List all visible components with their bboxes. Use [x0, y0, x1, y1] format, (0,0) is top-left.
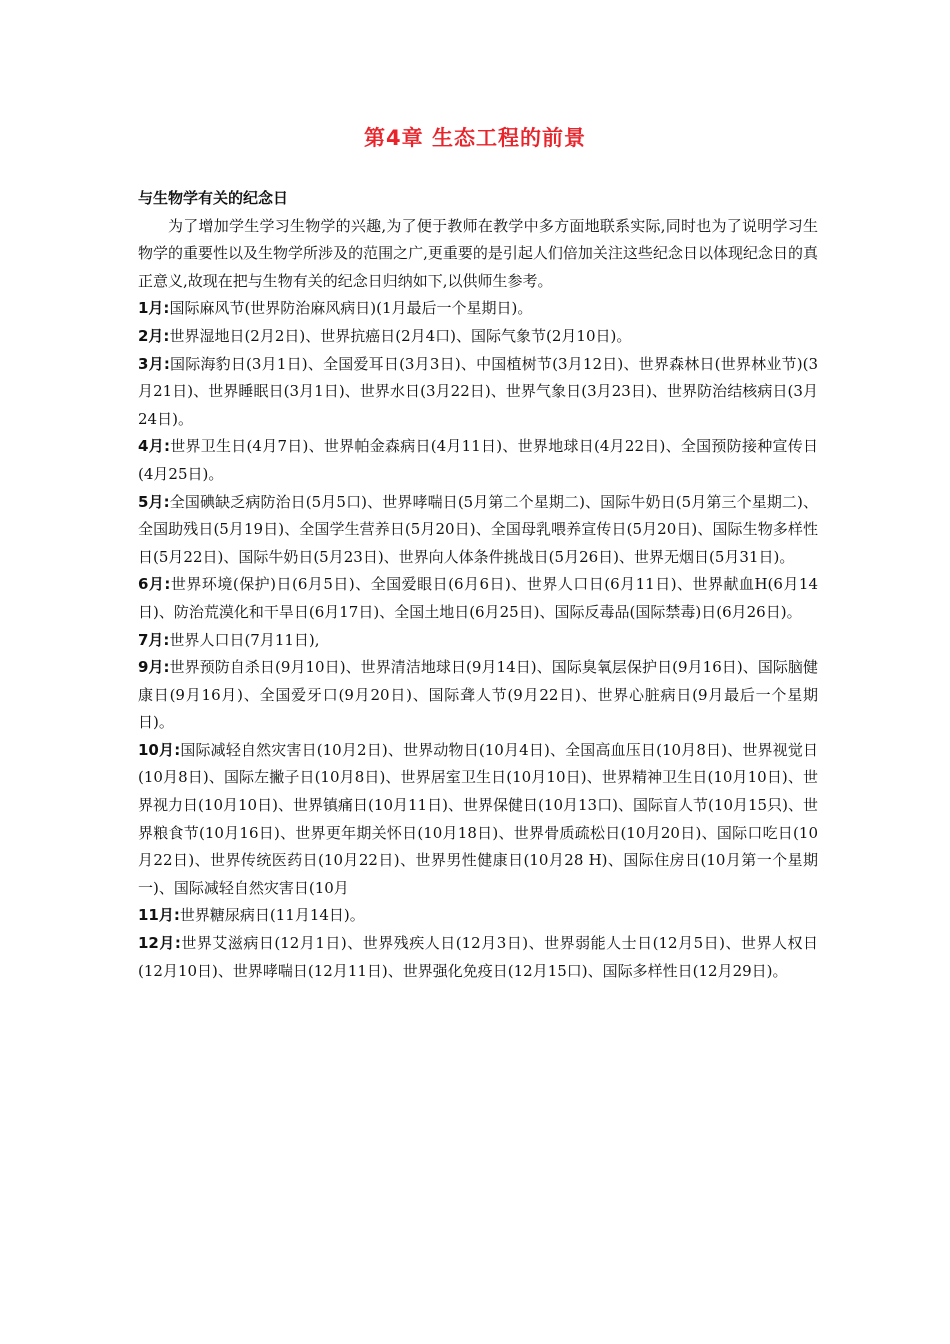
month-entry-march [138, 351, 818, 434]
month-entry-december [138, 930, 818, 985]
month-label: 2月: [138, 326, 170, 345]
month-entry-june [138, 571, 818, 626]
month-text: 国际减轻自然灾害日(10月2日)、世界动物日(10月4日)、全国高血压日(10月8日)、世界视觉日(10月8日)、国际左撇子日(10月8日)、世界居室卫生日(10月10日)、世界精神卫生日(10月10日)、世界视力日(10月10日)、世界镇痛日(10月11日)、世界保健日(10月13口)、国际盲人节(10月15只)、世界粮食节(10月16日)、世界更年期关怀日(10月18日)、世界骨质疏松日(10月20日)、国际口吃日(10月22日)、世界传统医药日(10月22日)、世界男性健康日(10月28 H)、国际住房日(10月第一个星期一)、国际减轻自然灾害日(10月 [138, 740, 819, 897]
month-entry-october [138, 737, 818, 903]
intro-paragraph: 为了增加学生学习生物学的兴趣,为了便于教师在教学中多方面地联系实际,同时也为了说明学习生物学的重要性以及生物学所涉及的范围之广,更重要的是引起人们倍加关注这些纪念日以体现纪念日的真正意义,故现在把与生物有关的纪念日归纳如下,以供师生参考。 [138, 216, 818, 290]
month-text: 国际海豹日(3月1日)、全国爱耳日(3月3日)、中国植树节(3月12日)、世界森林日(世界林业节)(3月21日)、世界睡眠日(3月1日)、世界水日(3月22日)、世界气象日(3月23日)、世界防治结核病日(3月24日)。 [138, 354, 818, 428]
month-entry-may [138, 489, 818, 572]
month-entry-september [138, 654, 818, 737]
month-label: 1月: [138, 299, 170, 318]
month-label: 6月: [138, 575, 171, 594]
month-entry-april [138, 433, 818, 488]
month-label: 4月: [138, 437, 170, 456]
month-text: 世界湿地日(2月2日)、世界抗癌日(2月4口)、国际气象节(2月10日)。 [169, 326, 632, 345]
month-label: 9月: [138, 658, 170, 677]
month-text: 世界环境(保护)日(6月5日)、全国爱眼日(6月6日)、世界人口日(6月11日)、世界献血H(6月14日)、防治荒漠化和干旱日(6月17日)、全国土地日(6月25日)、国际反毒品(国际禁毒)日(6月26日)。 [138, 575, 819, 621]
month-text: 世界糖尿病日(11月14日)。 [179, 906, 365, 925]
month-text: 世界人口日(7月11日), [169, 630, 320, 649]
month-text: 世界卫生日(4月7日)、世界帕金森病日(4月11日)、世界地球日(4月22日)、全国预防接种宣传日(4月25日)。 [138, 437, 819, 483]
month-text: 世界预防自杀日(9月10日)、世界清洁地球日(9月14日)、国际臭氧层保护日(9月16日)、国际脑健康日(9月16月)、全国爱牙口(9月20日)、国际聋人节(9月22日)、世界心脏病日(9月最后一个星期日)。 [138, 658, 818, 732]
month-text: 世界艾滋病日(12月1日)、世界残疾人日(12月3日)、世界弱能人士日(12月5日)、世界人权日(12月10日)、世界哮喘日(12月11日)、世界强化免疫日(12月15口)、国际多样性日(12月29日)。 [138, 934, 819, 980]
section-title: 与生物学有关的纪念日 [138, 189, 289, 207]
chapter-title: 第4章 生态工程的前景 [364, 126, 586, 150]
month-label: 7月: [138, 630, 170, 649]
month-label: 12月: [138, 934, 181, 953]
document-body [138, 185, 818, 985]
month-text: 国际麻风节(世界防治麻风病日)(1月最后一个星期日)。 [169, 299, 533, 318]
month-entry-november [138, 902, 818, 930]
month-entry-january [138, 295, 818, 323]
month-label: 5月: [138, 492, 170, 511]
month-label: 10月: [138, 740, 181, 759]
month-text: 全国碘缺乏病防治日(5月5口)、世界哮喘日(5月第二个星期二)、国际牛奶日(5月第三个星期二)、全国助残日(5月19日)、全国学生营养日(5月20日)、全国母乳喂养宣传日(5月20日)、国际生物多样性日(5月22日)、国际牛奶日(5月23日)、世界向人体条件挑战日(5月26日)、世界无烟日(5月31日)。 [138, 492, 819, 566]
month-label: 11月: [138, 906, 180, 925]
month-entry-july [138, 627, 818, 655]
month-label: 3月: [138, 354, 170, 373]
month-entry-february [138, 323, 818, 351]
